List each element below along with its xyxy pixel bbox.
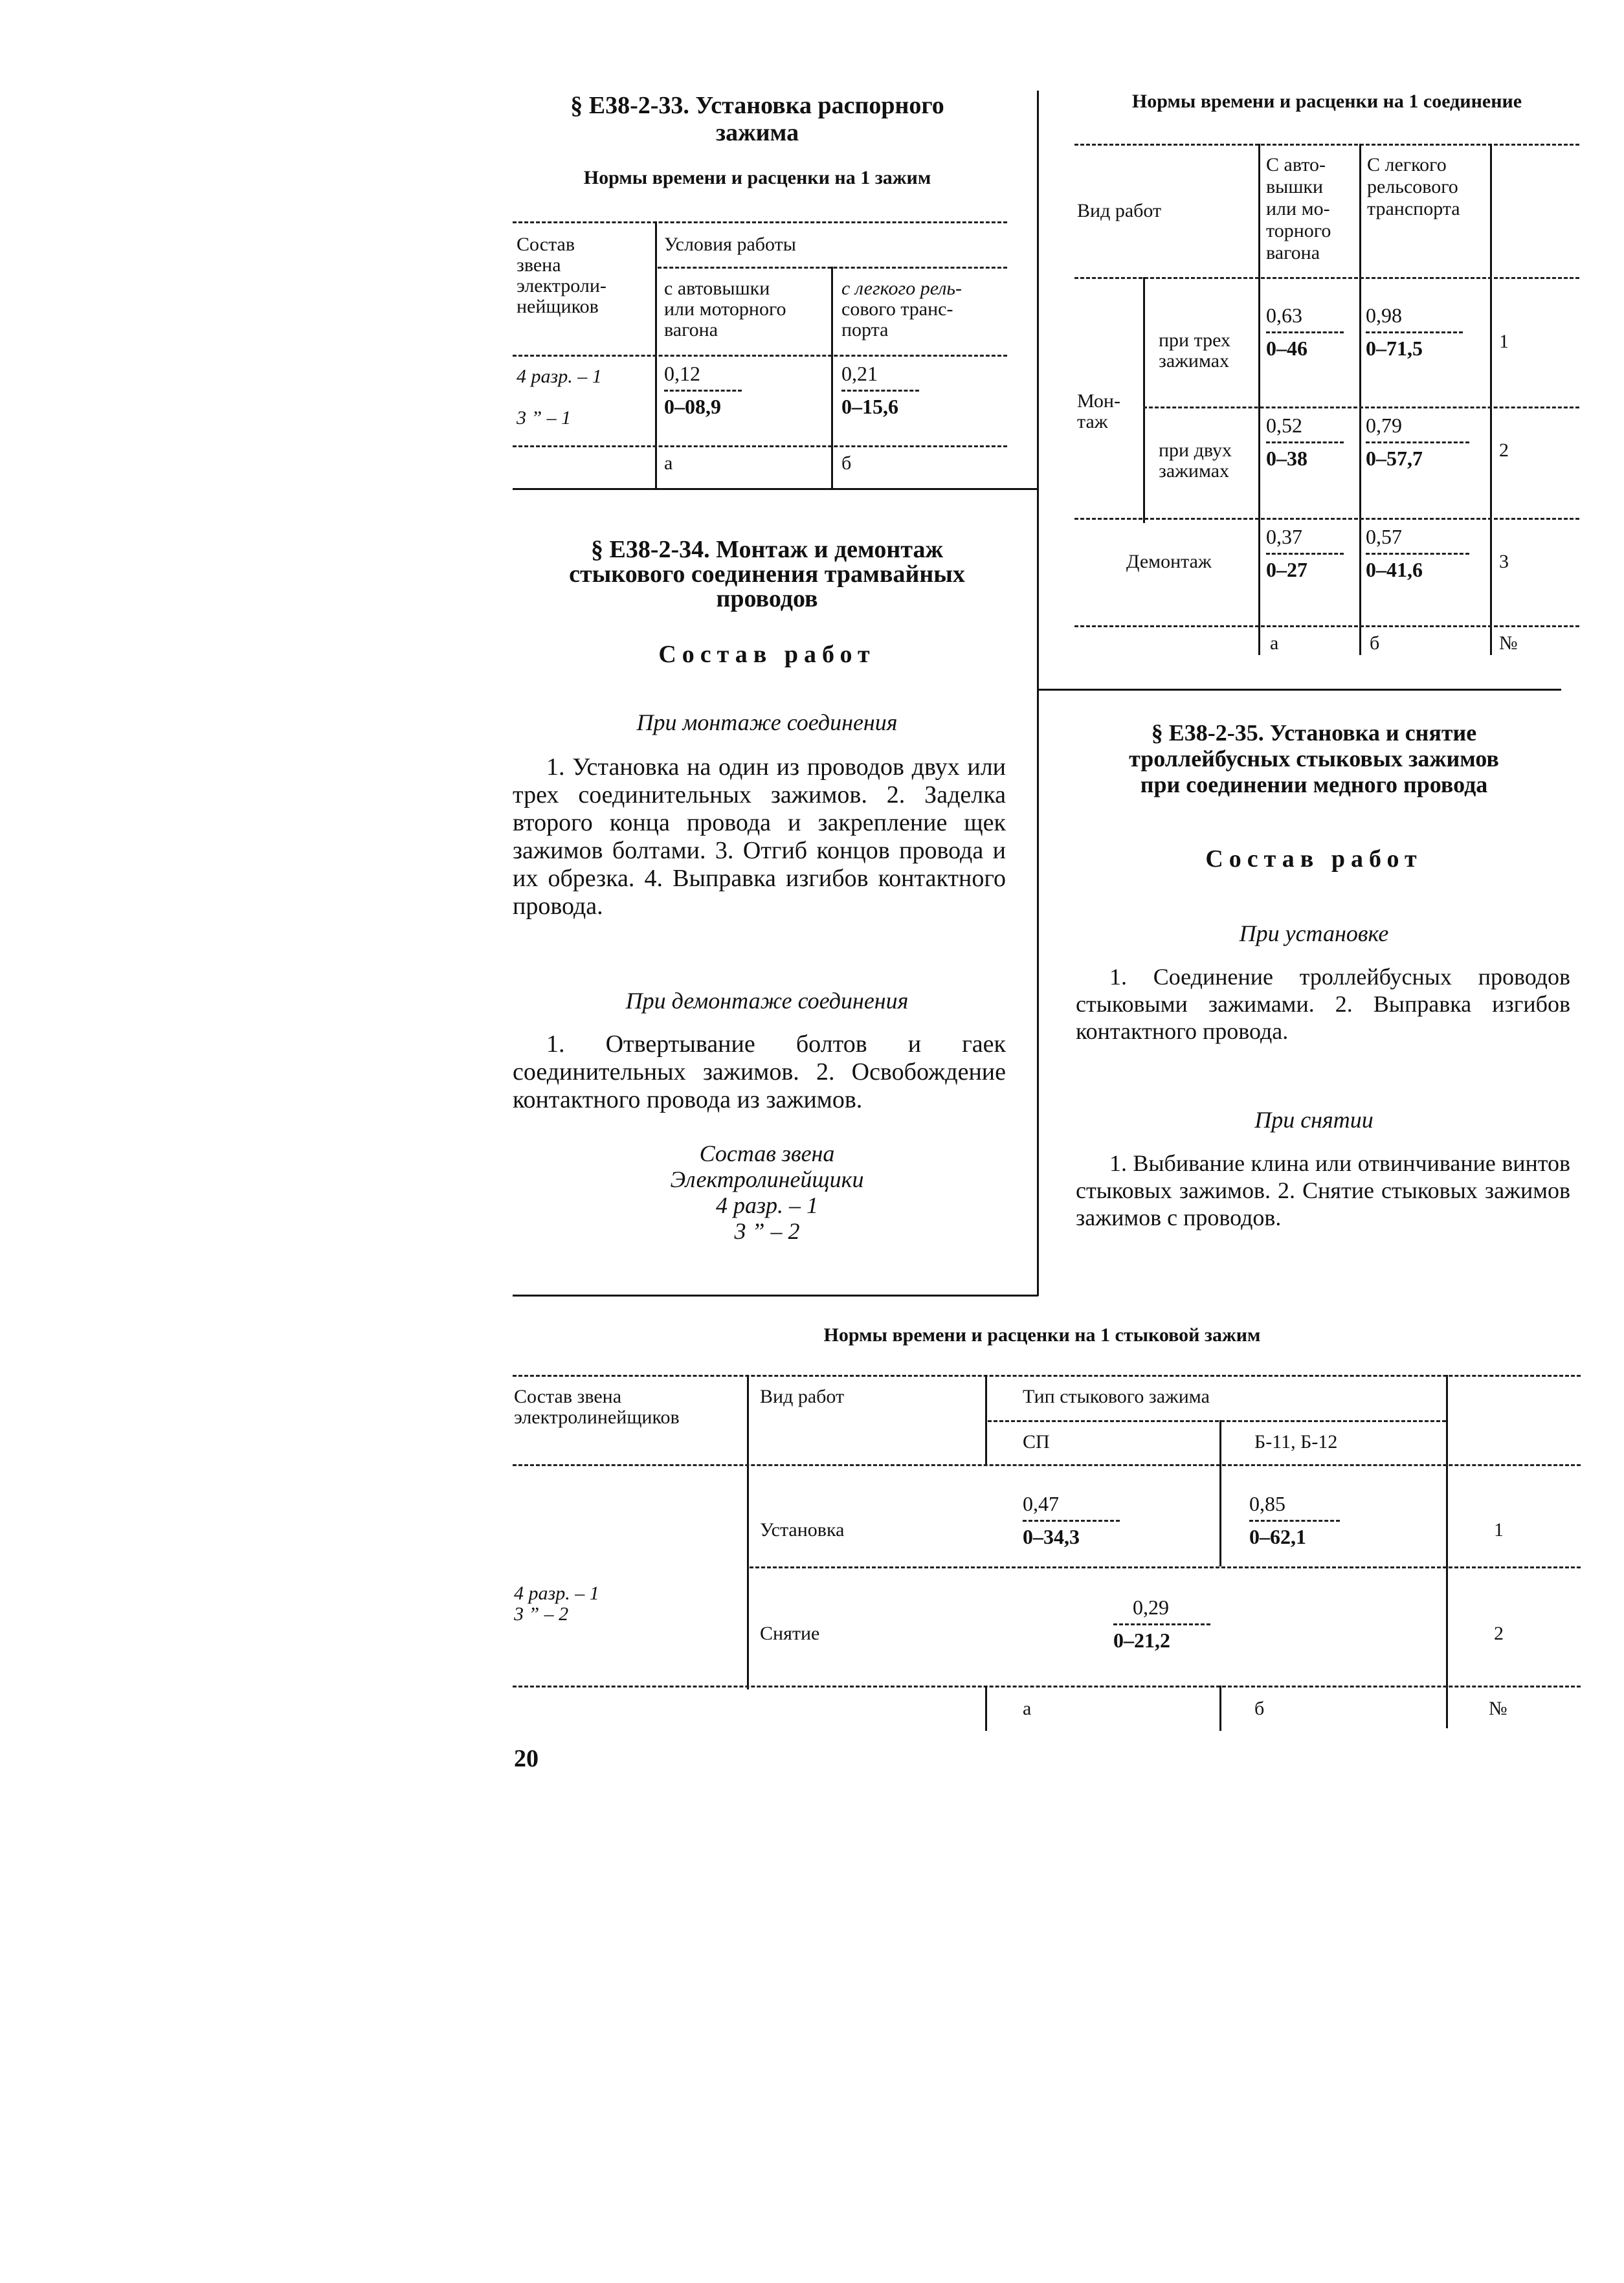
right-row1-b-rate: 0–71,5 [1366,337,1423,360]
s33-head-crew-l1: Состав [517,234,575,255]
s33-b-fraction-bar [841,390,919,392]
bottom-crew-divider [747,1375,749,1689]
bottom-header-bottom-rule [513,1464,1581,1466]
right-row2-sub-l2: зажимах [1159,460,1230,482]
right-col-auto-divider [1258,144,1260,655]
s35-install-text: 1. Соединение троллейбусных проводов стыковыми зажимами. 2. Выправка изгибов контактного провода. [1076,964,1570,1044]
s33-a-fraction-bar [664,390,742,392]
s33-crew-line2: 3 ” – 1 [517,407,572,429]
right-col-rail-divider [1359,144,1361,655]
right-row2-a-bar [1266,441,1344,443]
right-head-auto-l4: торного [1266,220,1331,241]
bottom-col-b-tick [1219,1686,1221,1731]
bottom-install-b-rate: 0–62,1 [1249,1525,1306,1548]
right-row1-no: 1 [1499,331,1509,352]
s34-crew-role: Электролинейщики [670,1166,864,1192]
bottom-remove-label: Снятие [760,1623,820,1644]
s33-head-sub-b-l1: с легкого рель- [841,278,962,299]
s33-sub-divider [831,267,833,488]
bottom-row1-bottom-rule [750,1566,1581,1568]
right-row1-b-time: 0,98 [1366,304,1402,327]
s33-value-a [664,362,742,418]
right-head-auto [1266,154,1357,264]
right-row1-sub [1159,330,1256,372]
right-montage-label-l1: Мон- [1077,390,1120,412]
right-row3-a-time: 0,37 [1266,525,1302,548]
s33-value-b [841,362,919,418]
bottom-remove-rate: 0–21,2 [1113,1629,1170,1652]
s34-crew-line1: 4 разр. – 1 [715,1192,819,1218]
bottom-head-crew-l1: Состав звена [514,1386,622,1407]
s33-b-rate: 0–15,6 [841,395,898,418]
bottom-head-crew-l2: электролинейщиков [514,1407,680,1428]
bottom-remove-no: 2 [1494,1623,1504,1644]
s34-title-line1: § Е38-2-34. Монтаж и демонтаж [590,536,944,563]
bottom-remove-bar [1113,1623,1210,1625]
right-row3-b [1366,526,1469,581]
s34-mount-text: 1. Установка на один из проводов двух или трех соединительных зажимов. 2. Заделка второго конца провода и закрепление щек зажимов болтами. 3. Отгиб концов провода и их обрезка. 4. Выправка изгибов контактного провода. [513,753,1006,920]
bottom-install-a [1023,1493,1120,1548]
right-row3-a-bar [1266,553,1344,555]
right-row1-a-time: 0,63 [1266,304,1302,327]
s33-body-bottom-rule [513,445,1007,447]
right-row1-bottom-rule [1143,406,1579,408]
s35-remove-text: 1. Выбивание клина или отвинчивание винтов стыковых зажимов. 2. Снятие стыковых зажимов зажимов с проводов. [1076,1150,1570,1231]
right-header-bottom-rule [1074,277,1579,279]
right-row3-a [1266,526,1344,581]
bottom-table-caption: Нормы времени и расценки на 1 стыковой зажим [823,1324,1261,1346]
right-row1-sub-l2: зажимах [1159,350,1230,372]
right-row3-no: 3 [1499,551,1509,572]
right-row2-b [1366,414,1469,469]
bottom-sp-divider [1219,1420,1221,1566]
right-row2-b-rate: 0–57,7 [1366,447,1423,470]
right-head-rail-l2: рельсового [1367,176,1458,197]
s33-table-bottom-rule [513,488,1038,490]
s33-head-sub-b [841,278,1007,340]
s33-title-line1: § Е38-2-33. Установка распорного [570,92,944,119]
right-head-auto-l2: вышки [1266,176,1324,197]
s34-mount-heading: При монтаже соединения [636,709,898,735]
right-row3-a-rate: 0–27 [1266,558,1307,581]
right-head-auto-l5: вагона [1266,242,1320,263]
right-montage-label [1077,391,1142,432]
bottom-row2-bottom-rule [513,1686,1581,1687]
right-row3-label: Демонтаж [1126,551,1212,572]
bottom-kind-divider-top [985,1375,987,1465]
right-row2-b-bar [1366,441,1469,443]
s35-title-line2: троллейбусных стыковых зажимов [1129,746,1499,772]
s34-dismount-heading: При демонтаже соединения [625,988,909,1014]
bottom-type-sub-rule [988,1420,1446,1422]
s35-title-line1: § Е38-2-35. Установка и снятие [1151,720,1477,746]
s33-head-crew-l3: электроли- [517,275,606,296]
right-row1-b [1366,304,1463,359]
s33-a-rate: 0–08,9 [664,395,721,418]
right-head-rail-l1: С легкого [1367,154,1447,175]
right-row2-b-time: 0,79 [1366,414,1402,437]
right-row2-sub-l1: при двух [1159,440,1232,461]
s33-a-time: 0,12 [664,362,700,385]
right-col-no-label: № [1499,632,1518,654]
column-separator-rule [1037,91,1039,1296]
right-row1-a-rate: 0–46 [1266,337,1307,360]
s33-head-sub-a [664,278,826,340]
right-col-a-label: а [1270,632,1279,654]
s34-composition-heading: Состав работ [658,641,876,668]
right-row2-a [1266,414,1344,469]
right-row3-bottom-rule [1074,625,1579,627]
bottom-table-top-rule [513,1375,1581,1377]
bottom-head-kind: Вид работ [760,1386,845,1407]
right-row1-a-bar [1266,331,1344,333]
bottom-col-b-label: б [1254,1698,1265,1719]
right-row3-b-time: 0,57 [1366,525,1402,548]
bottom-remove-time: 0,29 [1133,1596,1169,1619]
bottom-install-label: Установка [760,1519,845,1541]
right-row3-b-rate: 0–41,6 [1366,558,1423,581]
s33-head-crew [517,234,652,317]
bottom-col-a-tick [985,1686,987,1731]
right-row2-bottom-rule [1074,518,1579,520]
bottom-head-type: Тип стыкового зажима [1023,1386,1210,1407]
s33-head-sub-a-l3: вагона [664,319,718,340]
bottom-head-sp: СП [1023,1431,1050,1453]
s33-head-sub-b-l3: порта [841,319,889,340]
bottom-no-divider [1446,1375,1448,1728]
right-table-top-rule [1074,144,1579,146]
right-row3-b-bar [1366,553,1469,555]
right-section-divider [1037,689,1561,691]
bottom-head-b: Б-11, Б-12 [1254,1431,1338,1453]
s33-head-sub-a-l1: с автовышки [664,278,770,299]
bottom-col-no-label: № [1489,1698,1507,1719]
s33-head-crew-l2: звена [517,254,561,276]
bottom-install-a-bar [1023,1520,1120,1522]
s33-head-sub-b-l2: сового транс- [841,298,953,320]
bottom-remove-value [1113,1596,1210,1651]
right-head-kind: Вид работ [1077,200,1162,221]
s34-title-line2: стыкового соединения трамвайных [569,561,965,588]
s34-crew-heading: Состав звена [699,1141,835,1166]
bottom-install-b-time: 0,85 [1249,1492,1285,1515]
s35-title-line3: при соединении медного провода [1140,772,1488,797]
s33-head-sub-a-l2: или моторного [664,298,786,320]
right-montage-divider [1143,277,1145,523]
right-head-auto-l1: С авто- [1266,154,1326,175]
bottom-col-a-label: а [1023,1698,1032,1719]
s33-col-b-label: б [841,452,852,474]
right-row2-no: 2 [1499,440,1509,461]
bottom-head-crew [514,1387,744,1428]
bottom-install-a-time: 0,47 [1023,1492,1059,1515]
right-montage-label-l2: таж [1077,411,1108,432]
right-head-rail-l3: транспорта [1367,198,1460,219]
right-head-rail [1367,154,1490,220]
s33-b-time: 0,21 [841,362,878,385]
s33-header-bottom-rule [513,355,1007,357]
right-col-no-divider [1490,144,1492,655]
s34-title-line3: проводов [716,585,818,612]
right-row2-a-time: 0,52 [1266,414,1302,437]
right-row1-b-bar [1366,331,1463,333]
bottom-install-b-bar [1249,1520,1340,1522]
right-row2-sub [1159,440,1256,482]
s33-title-line2: зажима [715,119,799,146]
s35-remove-heading: При снятии [1254,1107,1374,1133]
s33-col-a-label: а [664,452,673,474]
s33-table-top-rule [513,221,1007,223]
s35-install-heading: При установке [1239,920,1389,946]
right-col-b-label: б [1370,632,1380,654]
bottom-install-no: 1 [1494,1519,1504,1541]
s33-table-caption: Нормы времени и расценки на 1 зажим [583,167,931,188]
s35-composition-heading: Состав работ [1205,845,1423,873]
right-row1-a [1266,304,1344,359]
bottom-install-b [1249,1493,1340,1548]
bottom-install-a-rate: 0–34,3 [1023,1525,1080,1548]
right-row2-a-rate: 0–38 [1266,447,1307,470]
right-head-auto-l3: или мо- [1266,198,1330,219]
left-section-bottom-rule [513,1295,1038,1297]
s34-dismount-text: 1. Отвертывание болтов и гаек соединительных зажимов. 2. Освобождение контактного провода из зажимов. [513,1030,1006,1113]
s33-head-crew-l4: нейщиков [517,296,599,317]
bottom-crew-line1: 4 разр. – 1 [514,1583,599,1604]
s33-head-conditions: Условия работы [664,234,796,255]
page-number: 20 [514,1745,539,1772]
s33-crew-line1: 4 разр. – 1 [517,366,602,387]
right-table-caption: Нормы времени и расценки на 1 соединение [1131,91,1522,112]
s34-crew-line2: 3 ” – 2 [734,1218,800,1244]
bottom-crew-line2: 3 ” – 2 [514,1603,569,1625]
right-row1-sub-l1: при трех [1159,329,1231,351]
